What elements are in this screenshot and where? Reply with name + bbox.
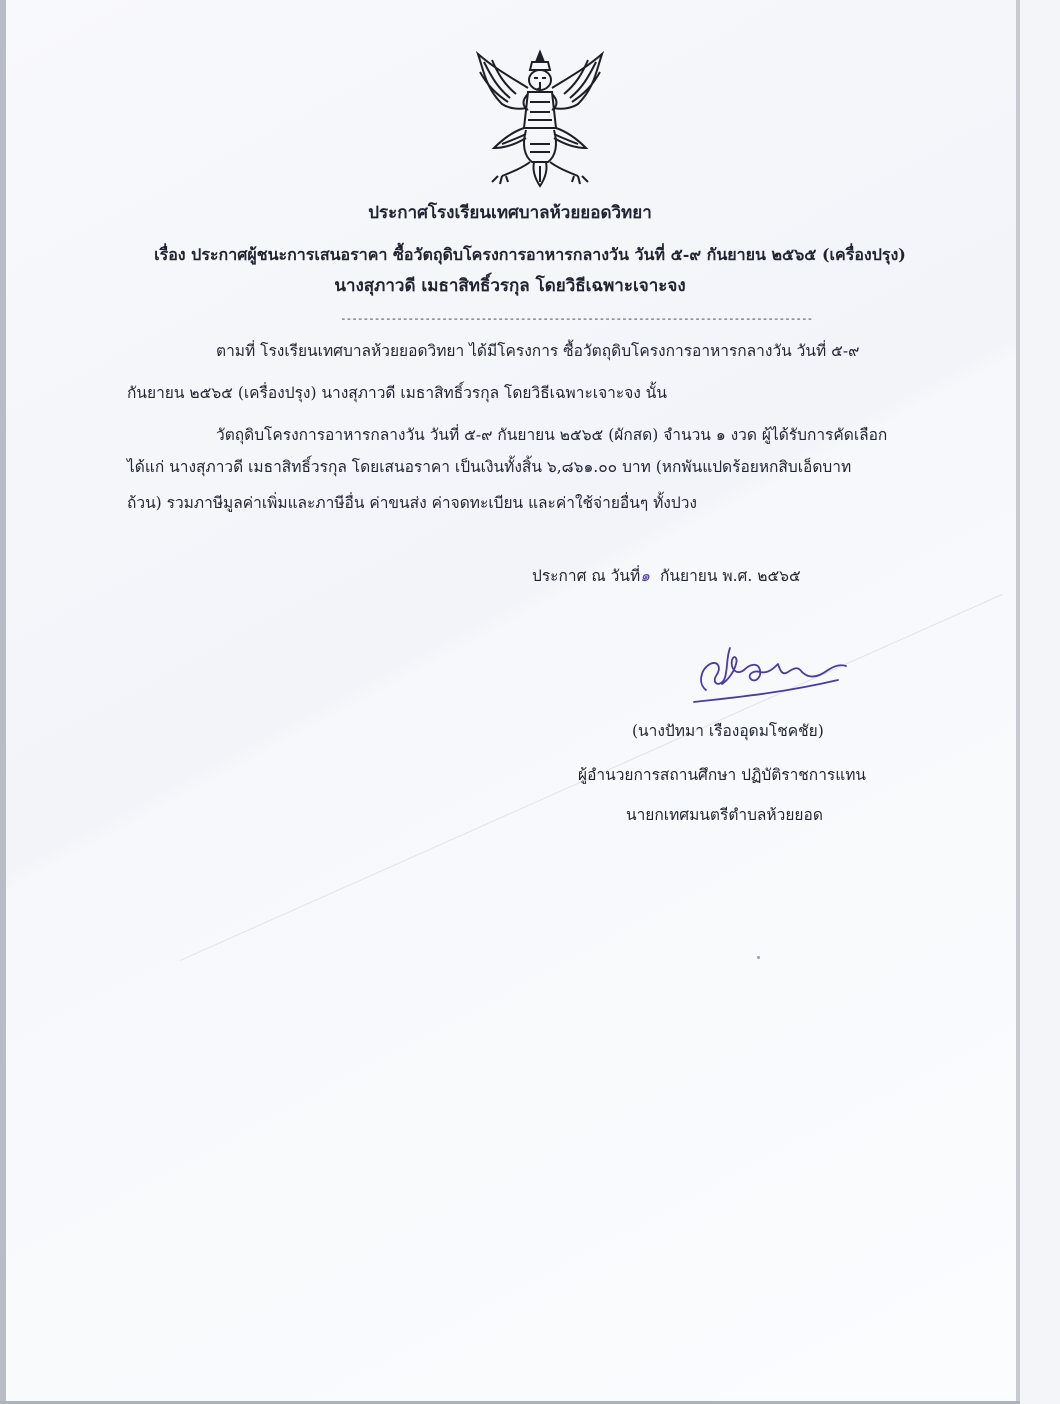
body-paragraph1-line1: ตามที่ โรงเรียนเทศบาลห้วยยอดวิทยา ได้มีโครงการ ซื้อวัตถุดิบโครงการอาหารกลางวัน วันที่ ๕-๙ <box>216 342 860 360</box>
announcement-subject: เรื่อง ประกาศผู้ชนะการเสนอราคา ซื้อวัตถุดิบโครงการอาหารกลางวัน วันที่ ๕-๙ กันยายน ๒๕๖๕ (เครื่องปรุง) <box>154 245 906 264</box>
body-paragraph1-line2: กันยายน ๒๕๖๕ (เครื่องปรุง) นางสุภาวดี เมธาสิทธิ์วรกุล โดยวิธีเฉพาะเจาะจง นั้น <box>127 384 667 402</box>
scan-edge-right <box>1016 0 1020 1404</box>
dateline-prefix: ประกาศ ณ วันที่ <box>532 567 641 585</box>
dateline-handwritten-day: ๑ <box>640 567 651 585</box>
announcement-title: ประกาศโรงเรียนเทศบาลห้วยยอดวิทยา <box>368 203 652 223</box>
body-paragraph2-line3: ถ้วน) รวมภาษีมูลค่าเพิ่มและภาษีอื่น ค่าขนส่ง ค่าจดทะเบียน และค่าใช้จ่ายอื่นๆ ทั้งปวง <box>127 494 697 512</box>
body-paragraph2-line1: วัตถุดิบโครงการอาหารกลางวัน วันที่ ๕-๙ กันยายน ๒๕๖๕ (ผักสด) จำนวน ๑ งวด ผู้ได้รับการคัดเลือก <box>216 426 888 444</box>
scan-edge-left <box>0 0 6 1404</box>
handwritten-signature <box>688 640 850 706</box>
title-divider: ------------------------------------------------------------------------------------ <box>340 312 813 325</box>
signatory-position2: นายกเทศมนตรีตำบลห้วยยอด <box>626 806 823 824</box>
body-paragraph2-line2: ได้แก่ นางสุภาวดี เมธาสิทธิ์วรกุล โดยเสนอราคา เป็นเงินทั้งสิ้น ๖,๘๖๑.๐๐ บาท (หกพันแปดร้อยหกสิบเอ็ดบาท <box>127 458 852 476</box>
announcement-subject-line2: นางสุภาวดี เมธาสิทธิ์วรกุล โดยวิธีเฉพาะเจาะจง <box>334 276 686 296</box>
paper-speck <box>757 956 760 959</box>
garuda-emblem-icon <box>472 48 608 188</box>
signatory-position: ผู้อำนวยการสถานศึกษา ปฏิบัติราชการแทน <box>578 766 867 784</box>
dateline-suffix: กันยายน พ.ศ. ๒๕๖๕ <box>660 567 801 585</box>
signatory-name: (นางปัทมา เรืองอุดมโชคชัย) <box>632 722 824 740</box>
announcement-dateline <box>532 565 801 587</box>
